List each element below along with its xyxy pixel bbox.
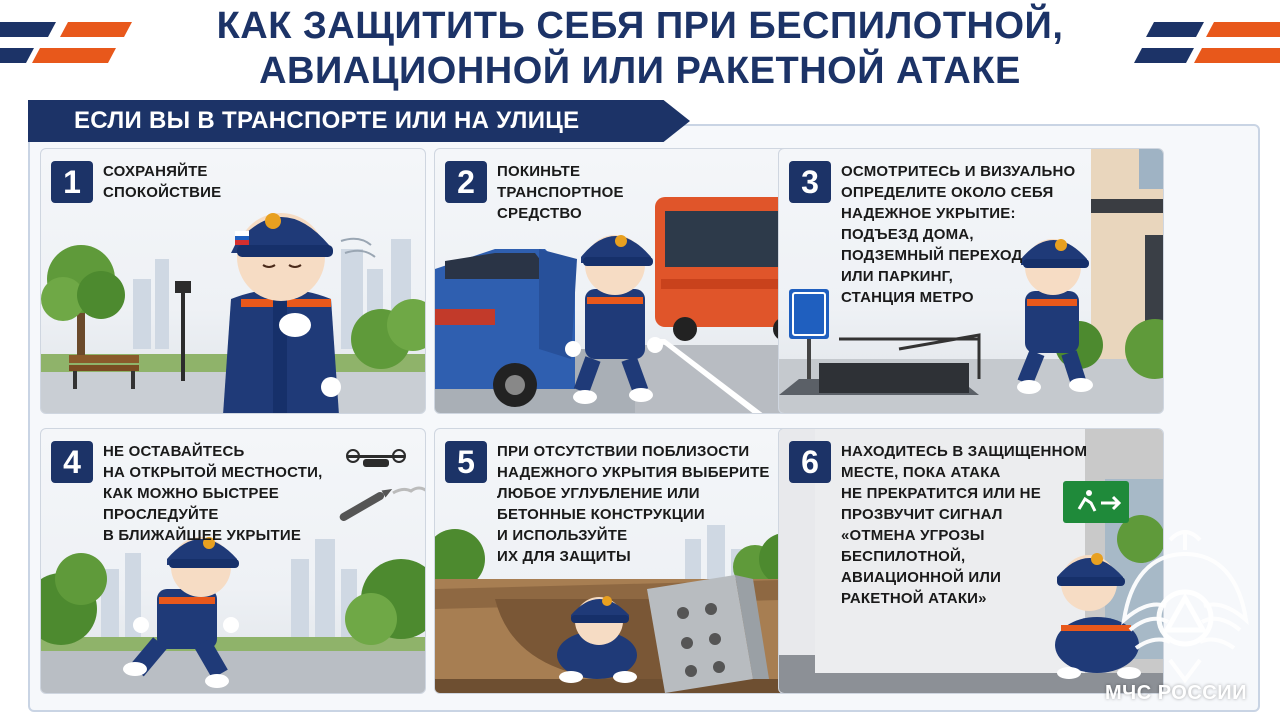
step-5-line-1: ПРИ ОТСУТСТВИИ ПОБЛИЗОСТИ	[497, 443, 750, 460]
step-2-line-2: ТРАНСПОРТНОЕ	[497, 184, 624, 201]
step-5-line-2: НАДЕЖНОГО УКРЫТИЯ ВЫБЕРИТЕ	[497, 464, 770, 481]
step-text-3	[841, 161, 1075, 308]
step-3-line-1: ОСМОТРИТЕСЬ И ВИЗУАЛЬНО	[841, 163, 1076, 180]
step-card-2	[434, 148, 820, 414]
step-6-line-5: «ОТМЕНА УГРОЗЫ	[841, 527, 985, 544]
missile-icon	[338, 486, 394, 523]
step-card-5	[434, 428, 820, 694]
step-number-5: 5	[445, 441, 487, 483]
step-6-line-8: РАКЕТНОЙ АТАКИ»	[841, 590, 987, 607]
step-number-1: 1	[51, 161, 93, 203]
step-6-line-4: ПРОЗВУЧИТ СИГНАЛ	[841, 506, 1003, 523]
step-3-line-7: СТАНЦИЯ МЕТРО	[841, 289, 974, 306]
step-6-line-7: АВИАЦИОННОЙ ИЛИ	[841, 569, 1002, 586]
step-4-line-2: НА ОТКРЫТОЙ МЕСТНОСТИ,	[103, 464, 323, 481]
step-2-line-1: ПОКИНЬТЕ	[497, 163, 581, 180]
step-4-line-3: КАК МОЖНО БЫСТРЕЕ	[103, 485, 280, 502]
step-5-line-6: ИХ ДЛЯ ЗАЩИТЫ	[497, 548, 631, 565]
step-text-6	[841, 441, 1087, 609]
step-number-6: 6	[789, 441, 831, 483]
step-3-line-2: ОПРЕДЕЛИТЕ ОКОЛО СЕБЯ	[841, 184, 1054, 201]
step-5-line-4: БЕТОННЫЕ КОНСТРУКЦИИ	[497, 506, 705, 523]
step-number-2: 2	[445, 161, 487, 203]
step-number-4: 4	[51, 441, 93, 483]
scene-park-calm	[41, 149, 426, 414]
step-1-line-2: СПОКОЙСТВИЕ	[103, 184, 222, 201]
title-line-1: КАК ЗАЩИТИТЬ СЕБЯ ПРИ БЕСПИЛОТНОЙ,	[216, 5, 1064, 47]
metro-sign-icon	[789, 289, 829, 339]
step-6-line-2: МЕСТЕ, ПОКА АТАКА	[841, 464, 1001, 481]
drone-icon	[347, 450, 405, 467]
step-number-3: 3	[789, 161, 831, 203]
step-6-line-1: НАХОДИТЕСЬ В ЗАЩИЩЕННОМ	[841, 443, 1088, 460]
step-text-4	[103, 441, 323, 546]
step-3-line-3: НАДЕЖНОЕ УКРЫТИЕ:	[841, 205, 1016, 222]
emblem-label: МЧС РОССИИ	[1105, 682, 1247, 704]
title-line-2: АВИАЦИОННОЙ ИЛИ РАКЕТНОЙ АТАКЕ	[259, 50, 1021, 92]
step-3-line-6: ИЛИ ПАРКИНГ,	[841, 268, 954, 285]
step-5-line-3: ЛЮБОЕ УГЛУБЛЕНИЕ ИЛИ	[497, 485, 700, 502]
step-text-2	[497, 161, 624, 224]
step-2-line-3: СРЕДСТВО	[497, 205, 582, 222]
step-3-line-4: ПОДЪЕЗД ДОМА,	[841, 226, 974, 243]
mchs-emblem-icon	[1110, 510, 1260, 710]
scene-leave-vehicle	[435, 149, 820, 414]
header	[0, 0, 1280, 98]
step-3-line-5: ПОДЗЕМНЫЙ ПЕРЕХОД	[841, 247, 1023, 264]
step-text-5	[497, 441, 770, 567]
step-4-line-1: НЕ ОСТАВАЙТЕСЬ	[103, 443, 245, 460]
page-title	[160, 4, 1120, 94]
step-5-line-5: И ИСПОЛЬЗУЙТЕ	[497, 527, 628, 544]
step-card-3	[778, 148, 1164, 414]
step-card-4	[40, 428, 426, 694]
step-4-line-4: ПРОСЛЕДУЙТЕ	[103, 506, 219, 523]
step-6-line-6: БЕСПИЛОТНОЙ,	[841, 548, 966, 565]
step-6-line-3: НЕ ПРЕКРАТИТСЯ ИЛИ НЕ	[841, 485, 1041, 502]
step-1-line-1: СОХРАНЯЙТЕ	[103, 163, 208, 180]
step-card-6	[778, 428, 1164, 694]
section-title: ЕСЛИ ВЫ В ТРАНСПОРТЕ ИЛИ НА УЛИЦЕ	[74, 107, 580, 134]
step-text-1	[103, 161, 221, 203]
step-4-line-5: В БЛИЖАЙШЕЕ УКРЫТИЕ	[103, 527, 302, 544]
step-card-1	[40, 148, 426, 414]
